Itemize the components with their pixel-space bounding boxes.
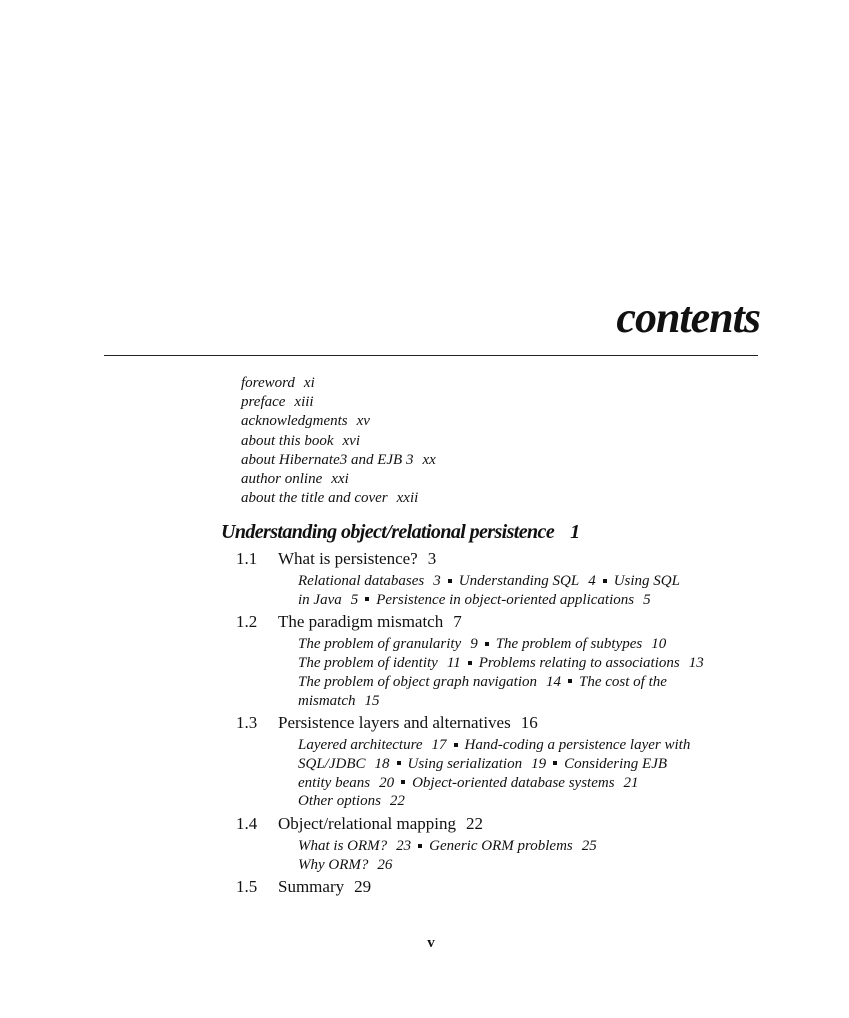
subsection-page: 19 bbox=[531, 755, 547, 772]
subsection-line bbox=[298, 774, 704, 793]
subsection-entry[interactable] bbox=[459, 573, 596, 589]
subsection-title: Persistence in object-oriented applications bbox=[376, 591, 635, 608]
subsection-page: 4 bbox=[588, 573, 596, 589]
subsection-page: 9 bbox=[470, 636, 478, 653]
front-matter-page: xv bbox=[356, 413, 370, 430]
folio: v bbox=[427, 935, 435, 951]
subsection-entry[interactable] bbox=[412, 775, 638, 791]
subsection-page: 18 bbox=[374, 755, 390, 772]
subsection-line bbox=[298, 673, 704, 692]
front-matter-page: xxii bbox=[396, 490, 419, 507]
subsection-entry[interactable] bbox=[429, 838, 597, 854]
section-heading[interactable] bbox=[236, 611, 704, 632]
front-matter-page: xxi bbox=[331, 471, 349, 488]
subsection-entry[interactable] bbox=[298, 693, 380, 709]
subsection-entry[interactable] bbox=[376, 592, 650, 608]
front-matter-title: about the title and cover bbox=[241, 490, 388, 507]
front-matter-item[interactable] bbox=[241, 393, 436, 412]
section-entry bbox=[221, 548, 704, 609]
subsection-entry[interactable] bbox=[564, 756, 667, 772]
section-number: 1.1 bbox=[236, 549, 258, 568]
section-number: 1.3 bbox=[236, 713, 258, 733]
subsection-page: 3 bbox=[433, 573, 441, 589]
chapter-title: Understanding object/relational persistence bbox=[221, 521, 555, 543]
subsection-title: What is ORM? bbox=[298, 838, 388, 855]
front-matter-title: acknowledgments bbox=[241, 413, 348, 430]
section-entry bbox=[221, 712, 704, 811]
section-number: 1.5 bbox=[236, 877, 258, 897]
subsection-title: Other options bbox=[298, 793, 381, 810]
front-matter-item[interactable] bbox=[241, 374, 436, 393]
subsection-title: Considering EJB bbox=[564, 755, 668, 772]
subsection-title: in Java bbox=[298, 591, 342, 608]
front-matter-item[interactable] bbox=[241, 412, 436, 431]
section-heading[interactable] bbox=[236, 876, 704, 897]
subsection-line bbox=[298, 837, 704, 856]
bullet-separator bbox=[568, 679, 572, 683]
chapter-1 bbox=[221, 521, 704, 897]
front-matter-item[interactable] bbox=[241, 489, 436, 508]
subsection-entry[interactable] bbox=[298, 674, 561, 690]
subsection-title: entity beans bbox=[298, 774, 371, 791]
subsection-page: 22 bbox=[389, 793, 405, 810]
subsection-line bbox=[298, 755, 704, 774]
heading-rule bbox=[104, 355, 758, 356]
subsection-entry[interactable] bbox=[298, 592, 358, 608]
section-title: The paradigm mismatch bbox=[278, 612, 444, 632]
section-entry bbox=[221, 611, 704, 710]
bullet-separator bbox=[365, 597, 369, 601]
subsection-page: 17 bbox=[431, 737, 447, 754]
subsection-title: The problem of subtypes bbox=[495, 636, 643, 653]
section-title: Persistence layers and alternatives bbox=[278, 713, 511, 733]
subsection-page: 15 bbox=[364, 692, 380, 709]
subsection-entry[interactable] bbox=[298, 655, 461, 671]
subsection-block bbox=[298, 837, 704, 874]
front-matter-page: xi bbox=[303, 375, 315, 391]
subsection-title: Object-oriented database systems bbox=[412, 774, 615, 791]
section-entry bbox=[221, 876, 704, 897]
section-page: 16 bbox=[520, 713, 538, 733]
subsection-title: The problem of identity bbox=[298, 655, 438, 672]
subsection-line bbox=[298, 856, 704, 875]
subsection-page: 5 bbox=[643, 591, 651, 608]
section-page: 22 bbox=[465, 814, 483, 834]
chapter-title-row[interactable] bbox=[221, 521, 704, 543]
subsection-entry[interactable] bbox=[479, 655, 704, 671]
section-title: What is persistence? bbox=[278, 549, 418, 568]
subsection-entry[interactable] bbox=[298, 636, 478, 652]
front-matter-title: preface bbox=[241, 394, 286, 411]
chapter-page-number: 1 bbox=[570, 521, 580, 543]
subsection-page: 10 bbox=[651, 636, 667, 653]
bullet-separator bbox=[418, 844, 422, 848]
section-entry bbox=[221, 813, 704, 874]
front-matter-page: xvi bbox=[342, 432, 360, 449]
bullet-separator bbox=[468, 661, 472, 665]
subsection-line bbox=[298, 572, 704, 591]
subsection-title: The problem of granularity bbox=[298, 636, 462, 653]
subsection-line bbox=[298, 692, 704, 711]
subsection-title: Layered architecture bbox=[298, 737, 423, 754]
section-number: 1.4 bbox=[236, 814, 258, 834]
front-matter-page: xiii bbox=[294, 394, 314, 411]
subsection-entry[interactable] bbox=[298, 756, 390, 772]
section-title: Summary bbox=[278, 877, 345, 897]
subsection-title: SQL/JDBC bbox=[298, 755, 366, 772]
subsection-title: Hand-coding a persistence layer with bbox=[464, 737, 691, 754]
subsection-entry[interactable] bbox=[298, 775, 394, 791]
subsection-entry[interactable] bbox=[298, 737, 447, 753]
subsection-entry[interactable] bbox=[408, 756, 547, 772]
subsection-entry[interactable] bbox=[298, 838, 411, 854]
front-matter-title: about Hibernate3 and EJB 3 bbox=[241, 451, 414, 468]
subsection-page: 13 bbox=[688, 655, 704, 672]
front-matter-title: author online bbox=[241, 471, 323, 488]
section-page: 3 bbox=[427, 549, 437, 568]
subsection-page: 26 bbox=[377, 856, 393, 873]
subsection-title: Relational databases bbox=[298, 573, 425, 589]
section-list bbox=[221, 548, 704, 897]
subsection-line bbox=[298, 591, 704, 610]
subsection-page: 5 bbox=[350, 591, 359, 608]
subsection-title: Understanding SQL bbox=[458, 573, 580, 589]
section-heading[interactable] bbox=[236, 548, 704, 569]
subsection-title: Using serialization bbox=[407, 755, 523, 772]
section-page: 29 bbox=[354, 877, 372, 897]
subsection-block bbox=[298, 572, 704, 609]
front-matter-title: about this book bbox=[241, 432, 334, 449]
subsection-entry[interactable] bbox=[465, 737, 691, 753]
bullet-separator bbox=[454, 743, 458, 747]
section-number: 1.2 bbox=[236, 612, 258, 632]
subsection-page: 11 bbox=[446, 655, 461, 672]
subsection-page: 25 bbox=[581, 838, 597, 855]
front-matter-item[interactable] bbox=[241, 432, 436, 451]
bullet-separator bbox=[553, 761, 557, 765]
subsection-line bbox=[298, 635, 704, 654]
subsection-page: 20 bbox=[379, 774, 395, 791]
subsection-page: 23 bbox=[396, 838, 412, 855]
bullet-separator bbox=[485, 642, 489, 646]
subsection-block bbox=[298, 736, 704, 811]
section-page: 7 bbox=[453, 612, 462, 632]
section-heading[interactable] bbox=[236, 813, 704, 834]
subsection-title: The problem of object graph navigation bbox=[298, 673, 538, 690]
front-matter-item[interactable] bbox=[241, 470, 436, 489]
subsection-line bbox=[298, 792, 704, 811]
subsection-entry[interactable] bbox=[298, 573, 441, 589]
subsection-title: Why ORM? bbox=[298, 856, 369, 873]
bullet-separator bbox=[448, 579, 452, 583]
subsection-line bbox=[298, 736, 704, 755]
subsection-page: 14 bbox=[546, 673, 562, 690]
subsection-entry[interactable] bbox=[496, 636, 667, 652]
subsection-title: Using SQL bbox=[613, 573, 680, 589]
subsection-entry[interactable] bbox=[298, 793, 405, 809]
front-matter-page: xx bbox=[422, 451, 436, 468]
subsection-title: Problems relating to associations bbox=[478, 655, 680, 672]
subsection-line bbox=[298, 654, 704, 673]
bullet-separator bbox=[603, 579, 607, 583]
section-heading[interactable] bbox=[236, 712, 704, 733]
subsection-entry[interactable] bbox=[298, 857, 392, 873]
subsection-title: The cost of the bbox=[579, 673, 667, 690]
subsection-title: mismatch bbox=[298, 692, 356, 709]
subsection-block bbox=[298, 635, 704, 710]
front-matter-title: foreword bbox=[241, 375, 295, 391]
front-matter-item[interactable] bbox=[241, 451, 436, 470]
page-heading: contents bbox=[616, 293, 760, 342]
subsection-entry[interactable] bbox=[579, 674, 667, 690]
subsection-page: 21 bbox=[623, 774, 639, 791]
front-matter-list bbox=[241, 374, 436, 508]
bullet-separator bbox=[401, 780, 405, 784]
section-title: Object/relational mapping bbox=[278, 814, 456, 834]
subsection-title: Generic ORM problems bbox=[429, 838, 573, 855]
subsection-entry[interactable] bbox=[614, 573, 680, 589]
bullet-separator bbox=[397, 761, 401, 765]
